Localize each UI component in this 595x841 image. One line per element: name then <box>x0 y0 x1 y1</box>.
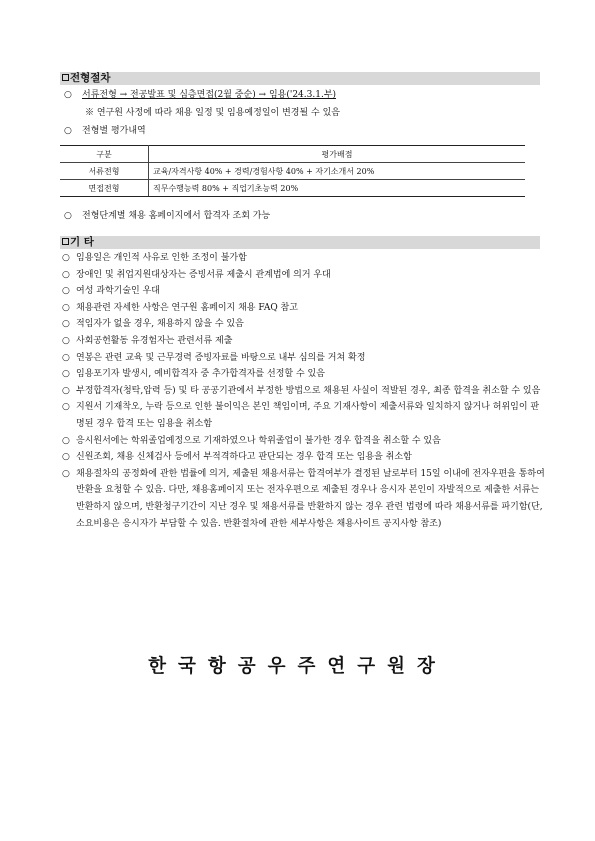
circle-bullet-icon: ○ <box>62 352 70 363</box>
list-item <box>62 333 547 350</box>
list-item <box>62 250 547 267</box>
list-item-text: 임용포기자 발생시, 예비합격자 중 추가합격자를 선정할 수 있음 <box>76 369 325 380</box>
evaluation-table <box>60 145 525 197</box>
circle-bullet-icon: ○ <box>62 468 70 479</box>
section-header-process <box>60 72 540 85</box>
list-item-text: 연봉은 관련 교육 및 근무경력 증빙자료를 바탕으로 내부 심의를 거쳐 확정 <box>76 352 366 363</box>
table-cell: 교육/자격사항 40% + 경력/경험사항 40% + 자기소개서 20% <box>149 163 526 180</box>
circle-bullet-icon: ○ <box>62 253 70 263</box>
section-title: 기 타 <box>70 236 94 248</box>
table-row <box>60 180 525 197</box>
list-item <box>62 283 547 300</box>
schedule-note: ※ 연구원 사정에 따라 채용 일정 및 임용예정일이 변경될 수 있음 <box>85 108 340 118</box>
list-item-text: 채용절차의 공정화에 관한 법률에 의거, 제출된 채용서류는 합격여부가 결정된 날로부터 15일 이내에 전자우편을 통하여 반환을 요청할 수 있음. 다만, 채용홈페이지 또는 전자우편으로 제출된 경우나 응시자 본인이 자발적으로 제출한 서류는 반환하지 않으며, 반환청구기간이 지난 경우 및 채용서류를 반환하지 않는 경우 관련 법령에 따라 채용서류를 파기함(단, 소요비용은 응시자가 부담할 수 있음. 반환절차에 관한 세부사항은 채용사이트 공지사항 참조) <box>76 468 545 529</box>
table-header-cell: 평가배점 <box>149 146 526 163</box>
list-item <box>62 383 547 400</box>
circle-bullet-icon: ○ <box>64 211 72 221</box>
table-cell: 서류전형 <box>60 163 149 180</box>
circle-bullet-icon: ○ <box>62 319 70 330</box>
circle-bullet-icon: ○ <box>62 385 70 396</box>
table-row <box>60 163 525 180</box>
square-icon <box>62 238 69 245</box>
list-item <box>62 366 547 383</box>
circle-bullet-icon: ○ <box>62 369 70 380</box>
circle-bullet-icon: ○ <box>64 90 72 100</box>
circle-bullet-icon: ○ <box>62 452 70 463</box>
circle-bullet-icon: ○ <box>64 126 72 136</box>
circle-bullet-icon: ○ <box>62 335 70 346</box>
table-header-row <box>60 146 525 163</box>
other-items-list <box>62 250 547 532</box>
list-item <box>62 399 547 432</box>
circle-bullet-icon: ○ <box>62 402 70 413</box>
list-item <box>62 267 547 284</box>
circle-bullet-icon: ○ <box>62 302 70 313</box>
process-line <box>64 89 336 101</box>
circle-bullet-icon: ○ <box>62 286 70 297</box>
list-item <box>62 433 547 450</box>
process-text: 서류전형 → 전공발표 및 심층면접(2월 중순) → 임용('24.3.1.부) <box>82 90 337 100</box>
list-item-text: 지원서 기재착오, 누락 등으로 인한 불이익은 본인 책임이며, 주요 기재사항이 제출서류와 일치하지 않거나 허위임이 판명된 경우 합격 또는 임용을 취소함 <box>76 402 540 429</box>
circle-bullet-icon: ○ <box>62 435 70 446</box>
table-cell: 면접전형 <box>60 180 149 197</box>
table-cell: 직무수행능력 80% + 직업기초능력 20% <box>149 180 526 197</box>
list-item-text: 적임자가 없을 경우, 채용하지 않을 수 있음 <box>76 319 244 330</box>
list-item <box>62 350 547 367</box>
list-item-text: 응시원서에는 학위졸업예정으로 기재하였으나 학위졸업이 불가한 경우 합격을 취소할 수 있음 <box>76 435 441 446</box>
list-item-text: 신원조회, 채용 신체검사 등에서 부적격하다고 판단되는 경우 합격 또는 임용을 취소함 <box>76 452 412 463</box>
section-title: 전형절차 <box>70 72 111 84</box>
list-item <box>62 466 547 532</box>
eval-label-line <box>64 125 146 137</box>
list-item-text: 채용관련 자세한 사항은 연구원 홈페이지 채용 FAQ 참고 <box>76 302 298 313</box>
table-header-cell: 구분 <box>60 146 149 163</box>
list-item-text: 사회공헌활동 유경험자는 관련서류 제출 <box>76 335 233 346</box>
list-item-text: 장애인 및 취업지원대상자는 증빙서류 제출시 관계법에 의거 우대 <box>76 269 331 280</box>
circle-bullet-icon: ○ <box>62 269 70 280</box>
list-item-text: 부정합격자(청탁,압력 등) 및 타 공공기관에서 부정한 방법으로 채용된 사실이 적발된 경우, 최종 합격을 취소할 수 있음 <box>76 385 541 396</box>
list-item <box>62 449 547 466</box>
list-item-text: 임용일은 개인적 사유로 인한 조정이 불가함 <box>76 253 247 263</box>
square-icon <box>62 74 69 81</box>
issuer-signature: 한국항공우주연구원장 <box>148 656 447 677</box>
eval-label: 전형별 평가내역 <box>82 126 146 136</box>
section-header-other <box>60 236 540 249</box>
list-item-text: 여성 과학기술인 우대 <box>76 286 160 297</box>
list-item <box>62 300 547 317</box>
list-item <box>62 316 547 333</box>
result-text: 전형단계별 채용 홈페이지에서 합격자 조회 가능 <box>82 211 271 221</box>
result-line <box>64 210 270 222</box>
